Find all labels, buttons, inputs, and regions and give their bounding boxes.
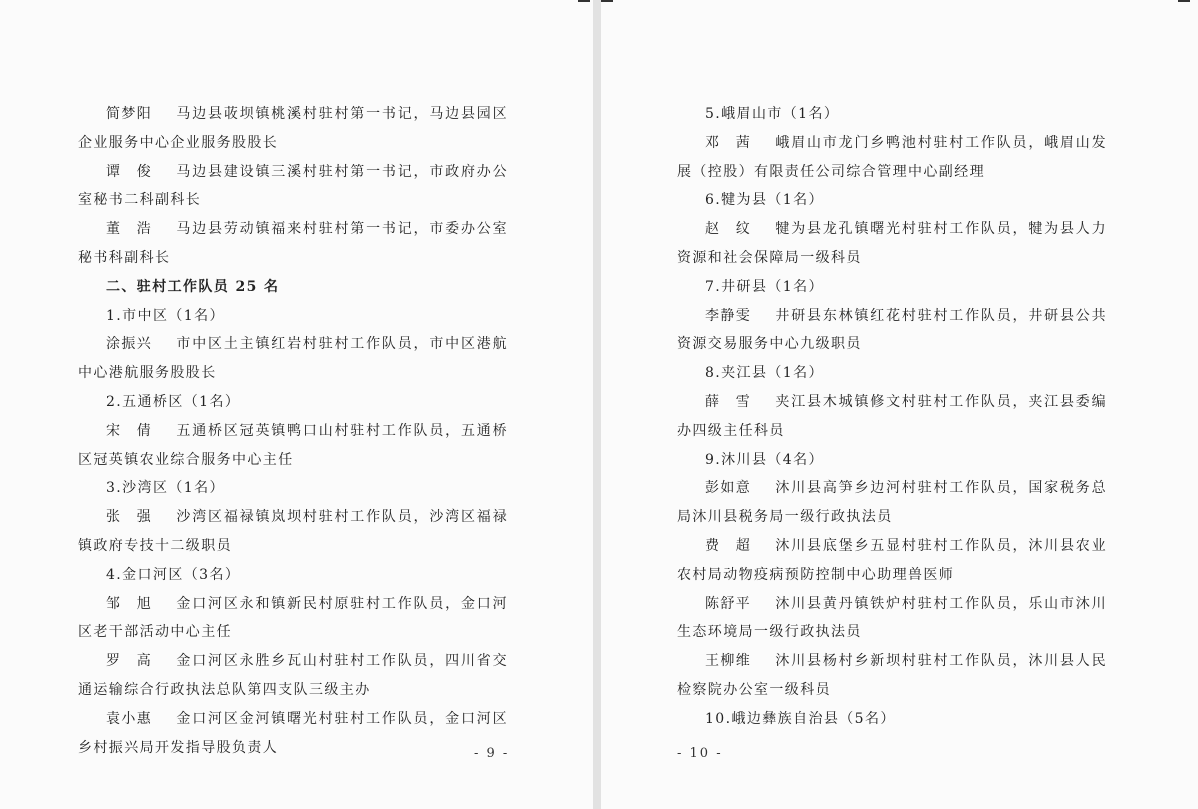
person-desc: 井研县东林镇红花村驻村工作队员，井研县公共资源交易服务中心九级职员 [677,307,1107,353]
entry [78,215,508,273]
person-desc: 五通桥区冠英镇鸭口山村驻村工作队员，五通桥区冠英镇农业综合服务中心主任 [78,422,508,468]
person-name: 谭 俊 [106,163,153,180]
person-desc: 峨眉山市龙门乡鸭池村驻村工作队员，峨眉山发展（控股）有限责任公司综合管理中心副经理 [677,134,1107,180]
person-name: 张 强 [106,509,153,526]
person-name: 薛 雪 [705,393,752,410]
person-name: 邓 茜 [705,134,752,151]
person-desc: 金口河区永和镇新民村原驻村工作队员，金口河区老干部活动中心主任 [78,595,508,641]
person-name: 李静雯 [705,307,752,324]
entry [677,647,1107,705]
entry [78,590,508,648]
person-name: 邹 旭 [106,595,153,612]
person-name: 涂振兴 [106,336,153,353]
page-10-content [677,100,1107,734]
person-desc: 沐川县高笋乡边河村驻村工作队员，国家税务总局沐川县税务局一级行政执法员 [677,480,1107,526]
page-9 [0,0,593,809]
person-desc: 夹江县木城镇修文村驻村工作队员，夹江县委编办四级主任科员 [677,393,1107,439]
person-name: 宋 倩 [106,422,153,439]
page-9-content [78,100,508,762]
entry [78,705,508,763]
entry [677,590,1107,648]
person-desc: 马边县建设镇三溪村驻村第一书记，市政府办公室秘书二科副科长 [78,163,508,209]
entry [78,100,508,158]
group-title: 9.沐川县（4名） [705,451,824,468]
entry [677,129,1107,187]
corner-mark [578,0,590,2]
page-gutter [593,0,601,809]
entry [677,474,1107,532]
person-name: 费 超 [705,537,752,554]
person-name: 简梦阳 [106,106,153,122]
person-desc: 沐川县黄丹镇铁炉村驻村工作队员，乐山市沐川生态环境局一级行政执法员 [677,595,1107,641]
person-name: 彭如意 [705,480,752,497]
entry [78,417,508,475]
section-heading: 二、驻村工作队员 25 名 [106,278,280,295]
group-title: 4.金口河区（3名） [106,566,241,583]
page-number: - 10 - [677,746,723,761]
person-desc: 沙湾区福禄镇岚坝村驻村工作队员，沙湾区福禄镇政府专技十二级职员 [78,509,508,554]
entry [78,647,508,705]
person-name: 董 浩 [106,221,153,238]
entry [677,302,1107,360]
entry [78,158,508,216]
group-title: 3.沙湾区（1名） [106,480,225,497]
person-desc: 马边县劳动镇福来村驻村第一书记，市委办公室秘书科副科长 [78,221,508,266]
person-name: 袁小惠 [106,710,153,727]
group-title: 2.五通桥区（1名） [106,393,241,410]
person-desc: 市中区土主镇红岩村驻村工作队员，市中区港航中心港航服务股股长 [78,336,508,382]
group-title: 7.井研县（1名） [705,278,824,295]
entry [677,388,1107,446]
person-name: 赵 纹 [705,221,752,238]
person-desc: 沐川县杨村乡新坝村驻村工作队员，沐川县人民检察院办公室一级科员 [677,653,1107,698]
entry [677,532,1107,590]
person-desc: 犍为县龙孔镇曙光村驻村工作队员，犍为县人力资源和社会保障局一级科员 [677,221,1107,266]
person-desc: 马边县荍坝镇桃溪村驻村第一书记，马边县园区企业服务中心企业服务股股长 [78,106,508,151]
group-title: 10.峨边彝族自治县（5名） [705,710,896,727]
page-10 [601,0,1198,809]
corner-mark [1178,0,1190,2]
entry [78,503,508,561]
entry [78,330,508,388]
group-title: 5.峨眉山市（1名） [705,106,840,122]
corner-mark [601,0,613,2]
person-desc: 金口河区永胜乡瓦山村驻村工作队员，四川省交通运输综合行政执法总队第四支队三级主办 [78,653,508,698]
person-desc: 沐川县底堡乡五显村驻村工作队员，沐川县农业农村局动物疫病预防控制中心助理兽医师 [677,537,1107,583]
page-number: - 9 - [474,746,510,761]
person-name: 陈舒平 [705,595,752,612]
group-title: 1.市中区（1名） [106,307,225,324]
person-name: 王柳维 [705,653,752,670]
group-title: 8.夹江县（1名） [705,365,824,382]
group-title: 6.犍为县（1名） [705,192,824,209]
person-name: 罗 高 [106,653,153,670]
entry [677,215,1107,273]
person-desc: 金口河区金河镇曙光村驻村工作队员，金口河区乡村振兴局开发指导股负责人 [78,710,508,756]
